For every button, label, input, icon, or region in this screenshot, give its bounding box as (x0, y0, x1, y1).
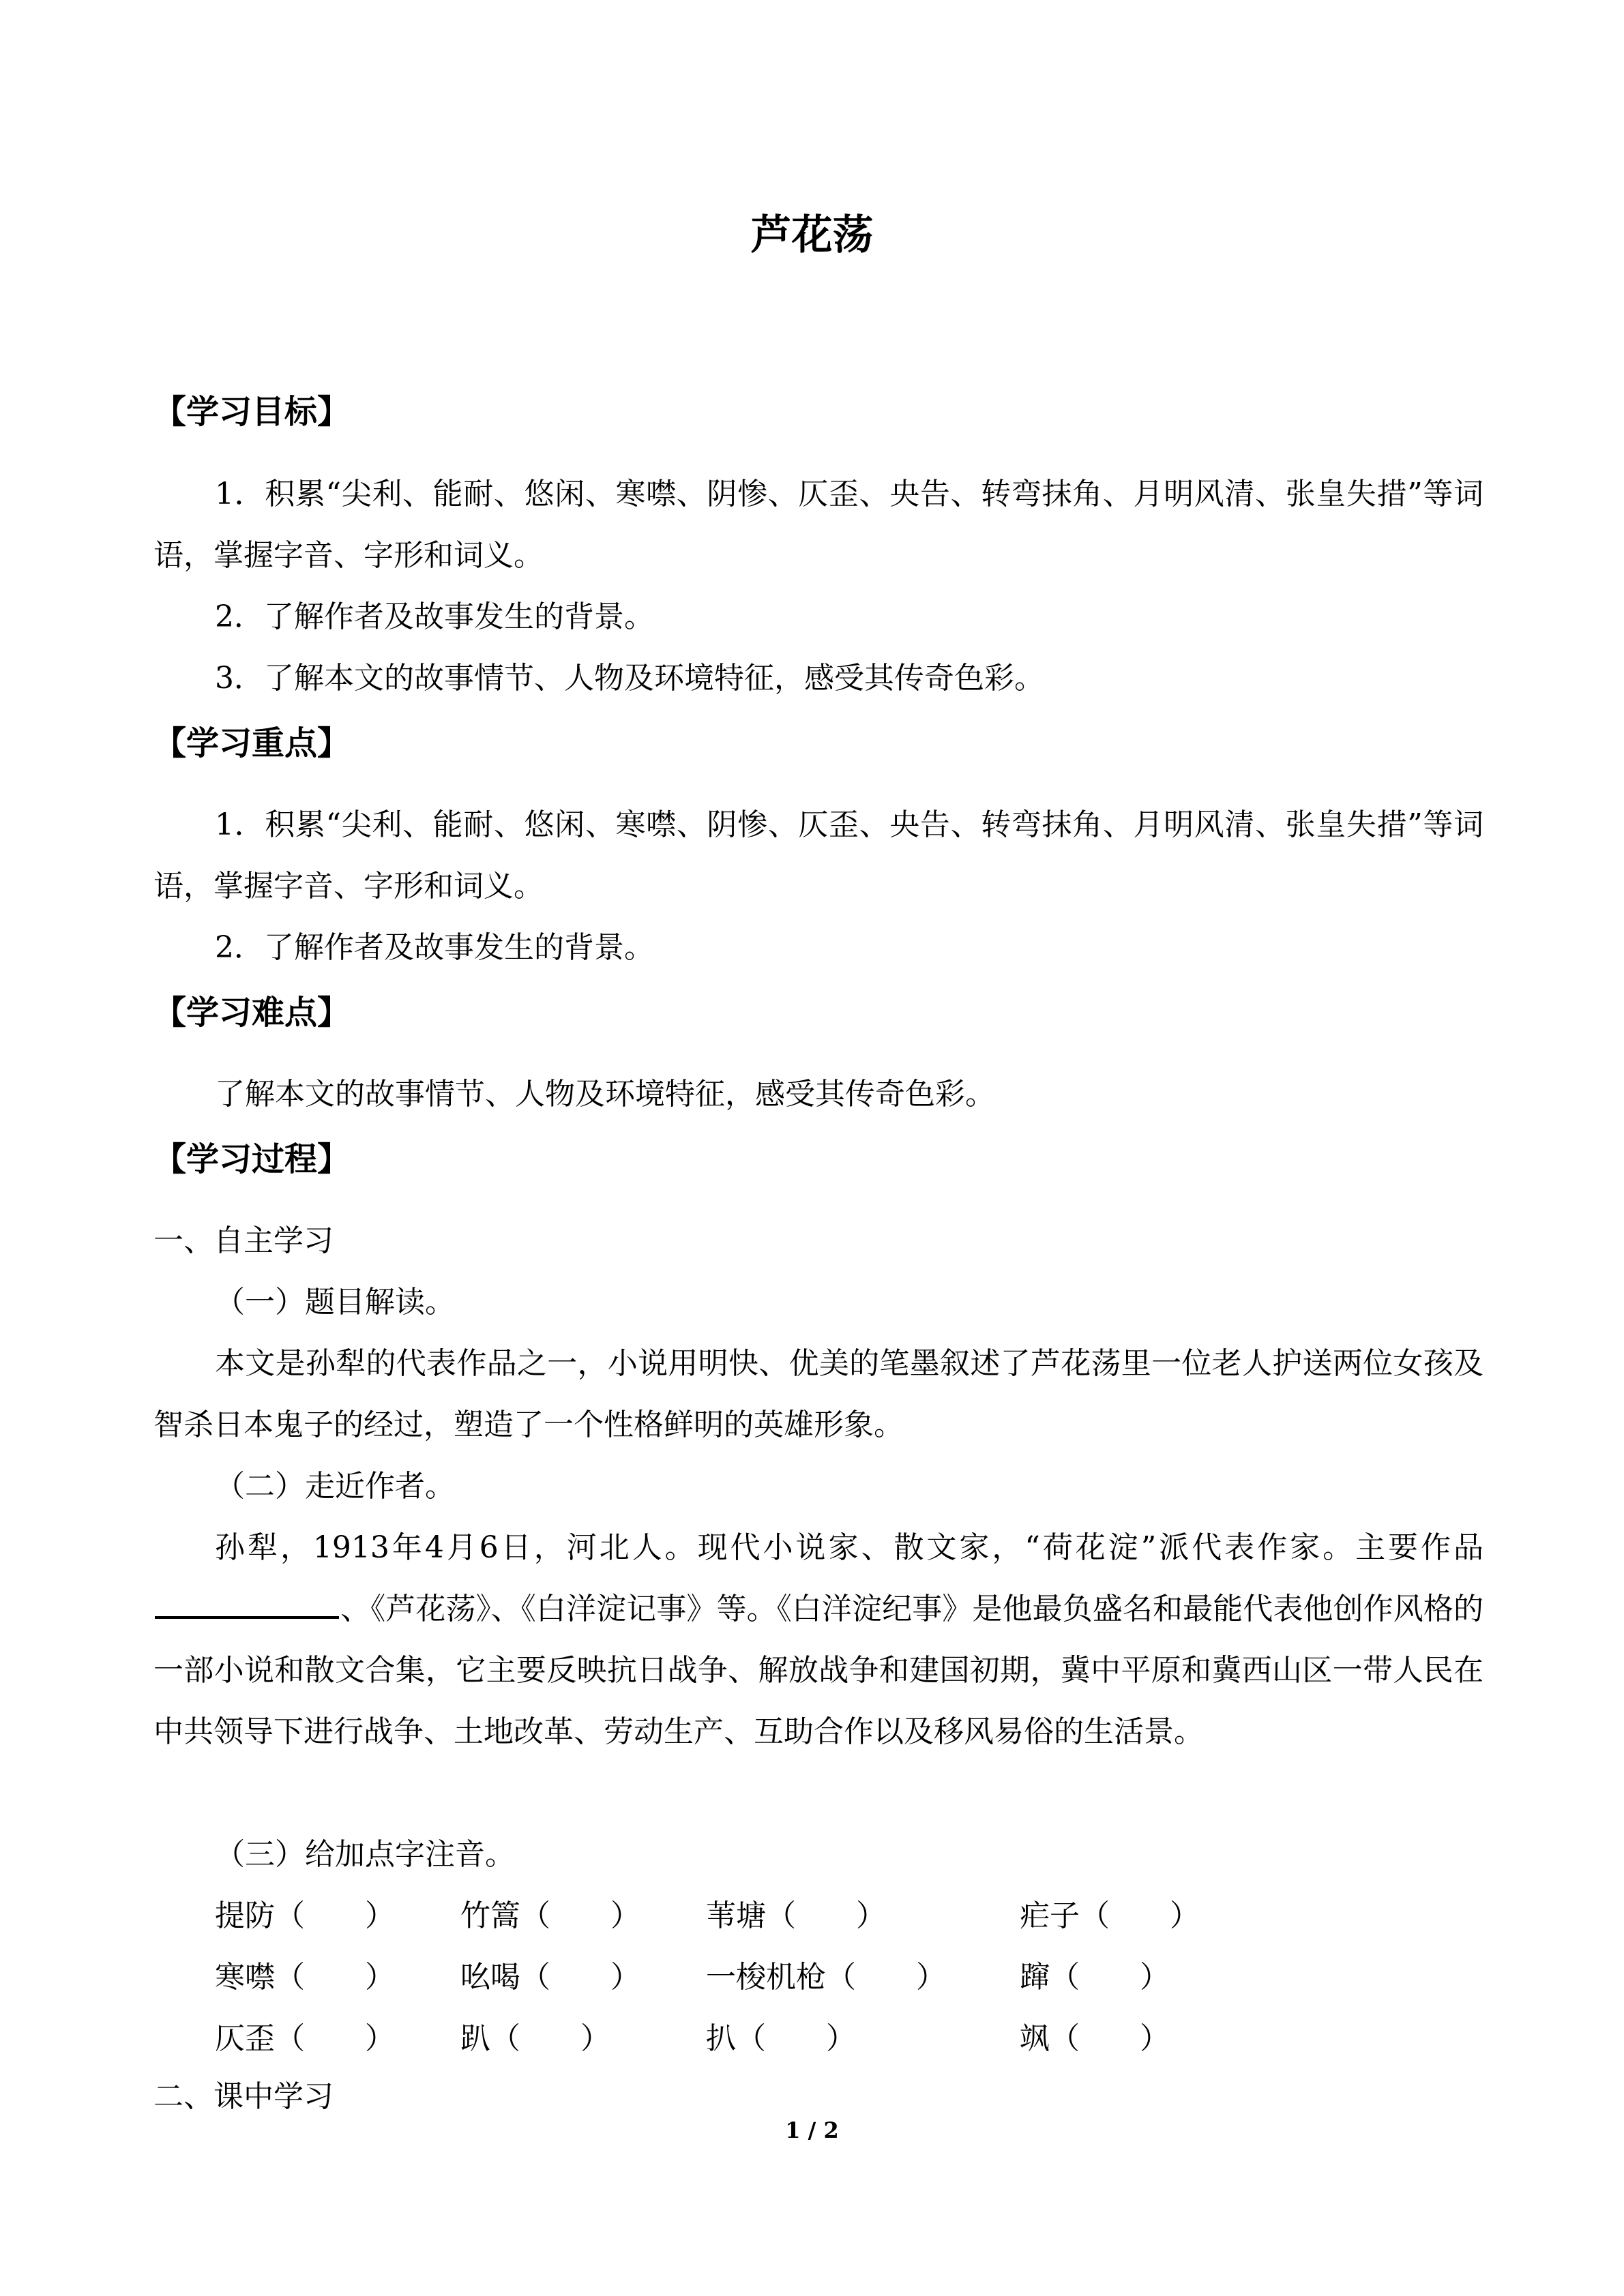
key-point-item-2: 2．了解作者及故事发生的背景。 (215, 930, 654, 965)
pinyin-item: 提防（ ） (215, 1898, 395, 1933)
pinyin-item: 仄歪（ ） (215, 2021, 395, 2056)
difficulties-heading: 【学习难点】 (153, 994, 351, 1032)
key-points-heading: 【学习重点】 (153, 724, 351, 762)
sub2-text-a: 孙犁，1913年4月6日，河北人。现代小说家、散文家，“荷花淀”派代表作家。主要作品 (215, 1530, 1483, 1565)
sub1-title: （一）题目解读。 (215, 1285, 455, 1320)
sub2-text (153, 1517, 1483, 1763)
objective-item-2: 2．了解作者及故事发生的背景。 (215, 599, 654, 634)
sub1-text: 本文是孙犁的代表作品之一，小说用明快、优美的笔墨叙述了芦花荡里一位老人护送两位女孩及智杀日本鬼子的经过，塑造了一个性格鲜明的英雄形象。 (153, 1346, 1483, 1442)
pinyin-item: 飒（ ） (1020, 2021, 1170, 2056)
pinyin-item: 趴（ ） (460, 2021, 610, 2056)
pinyin-item: 苇塘（ ） (706, 1898, 886, 1933)
objective-item-3: 3．了解本文的故事情节、人物及环境特征，感受其传奇色彩。 (215, 661, 1044, 696)
key-point-item-1: 1．积累“尖利、能耐、悠闲、寒噤、阴惨、仄歪、央告、转弯抹角、月明风清、张皇失措”等词语，掌握字音、字形和词义。 (153, 807, 1483, 904)
part1-title: 一、自主学习 (153, 1223, 334, 1258)
pinyin-item: 竹篙（ ） (460, 1898, 640, 1933)
objective-item-1: 1．积累“尖利、能耐、悠闲、寒噤、阴惨、仄歪、央告、转弯抹角、月明风清、张皇失措”等词语，掌握字音、字形和词义。 (153, 477, 1483, 573)
part2-title: 二、课中学习 (153, 2079, 334, 2114)
objectives-heading: 【学习目标】 (153, 393, 351, 431)
sub2-title: （二）走近作者。 (215, 1469, 455, 1504)
sub2-text-b: 、《芦花荡》、《白洋淀记事》等。《白洋淀纪事》是他最负盛名和最能代表他创作风格的一部小说和散文合集，它主要反映抗日战争、解放战争和建国初期，冀中平原和冀西山区一带人民在中共领导下进行战争、土地改革、劳动生产、互助合作以及移风易俗的生活景。 (153, 1592, 1483, 1749)
pinyin-item: 蹿（ ） (1020, 1960, 1170, 1995)
document-title: 芦花荡 (750, 211, 874, 259)
pinyin-item: 吆喝（ ） (460, 1960, 640, 1995)
process-heading: 【学习过程】 (153, 1140, 351, 1178)
pinyin-item: 疟子（ ） (1020, 1898, 1200, 1933)
difficulties-text: 了解本文的故事情节、人物及环境特征，感受其传奇色彩。 (215, 1077, 995, 1112)
pinyin-item: 一梭机枪（ ） (706, 1960, 946, 1995)
page-number: 1 / 2 (785, 2117, 839, 2143)
sub3-title: （三）给加点字注音。 (215, 1837, 515, 1872)
fill-blank[interactable] (155, 1586, 339, 1619)
pinyin-item: 寒噤（ ） (215, 1960, 395, 1995)
pinyin-item: 扒（ ） (706, 2021, 856, 2056)
